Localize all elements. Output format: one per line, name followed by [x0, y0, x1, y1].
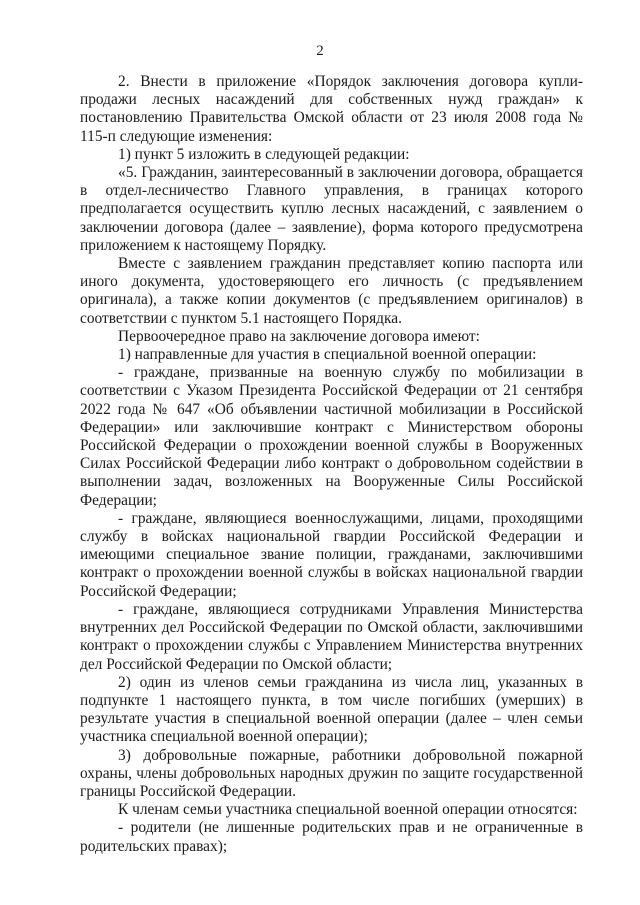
- paragraph-subitem-1-point-5: 1) пункт 5 изложить в следующей редакции:: [118, 145, 410, 163]
- paragraph-priority-right: Первоочередное право на заключение договора имеют:: [118, 327, 480, 345]
- page-number: 2: [316, 43, 324, 59]
- paragraph-priority-3-volunteers: 3) добровольные пожарные, работники добровольной пожарной охраны, члены добровольных народных дружин по защите государственной границы Российской Федерации.: [80, 746, 583, 800]
- paragraph-documents-with-application: Вместе с заявлением гражданин представляет копию паспорта или иного документа, удостоверяющего его личность (с предъявлением оригинала), а также копии документов (с предъявлением оригиналов) в соответствии с пунктом 5.1 настоящего Порядка.: [80, 255, 583, 327]
- paragraph-dash-internal-affairs: - граждане, являющиеся сотрудниками Управления Министерства внутренних дел Российской Федерации по Омской области, заключившими контракт о прохождении службы с Управлением Министерства внутренних дел Российской Федерации по Омской области;: [80, 600, 583, 673]
- paragraph-point-5-application: «5. Гражданин, заинтересованный в заключении договора, обращается в отдел-лесничество Главного управления, в границах которого предполагается осуществить куплю лесных насаждений, с заявлением о заключении договора (далее – заявление), форма которого предусмотрена приложением к настоящему Порядку.: [80, 164, 583, 254]
- paragraph-family-members-list: К членам семьи участника специальной военной операции относятся:: [118, 801, 578, 819]
- paragraph-priority-2-family-member: 2) один из членов семьи гражданина из числа лиц, указанных в подпункте 1 настоящего пункта, в том числе погибших (умерших) в результате участия в специальной военной операции (далее – член семьи участника специальной военной операции);: [80, 673, 583, 746]
- paragraph-priority-1-svo: 1) направленные для участия в специальной военной операции:: [118, 346, 537, 364]
- paragraph-dash-mobilized: - граждане, призванные на военную службу по мобилизации в соответствии с Указом Президента Российской Федерации от 21 сентября 2022 года № 647 «Об объявлении частичной мобилизации в Российской Федерации» или заключившие контракт с Министерством обороны Российской Федерации о прохождении военной службы в Вооруженных Силах Российской Федерации либо контракт о добровольном содействии в выполнении задач, возложенных на Вооруженные Силы Российской Федерации;: [80, 364, 583, 509]
- document-body: [80, 73, 583, 856]
- paragraph-dash-national-guard: - граждане, являющиеся военнослужащими, лицами, проходящими службу в войсках национальной гвардии Российской Федерации и имеющими специальное звание полиции, гражданами, заключившими контракт о прохождении военной службы в войсках национальной гвардии Российской Федерации;: [80, 509, 583, 600]
- paragraph-item-2-amendment: 2. Внести в приложение «Порядок заключения договора купли-продажи лесных насаждений для собственных нужд граждан» к постановлению Правительства Омской области от 23 июля 2008 года № 115-п следующие изменения:: [80, 73, 583, 145]
- paragraph-dash-parents: - родители (не лишенные родительских прав и не ограниченные в родительских правах);: [80, 819, 583, 855]
